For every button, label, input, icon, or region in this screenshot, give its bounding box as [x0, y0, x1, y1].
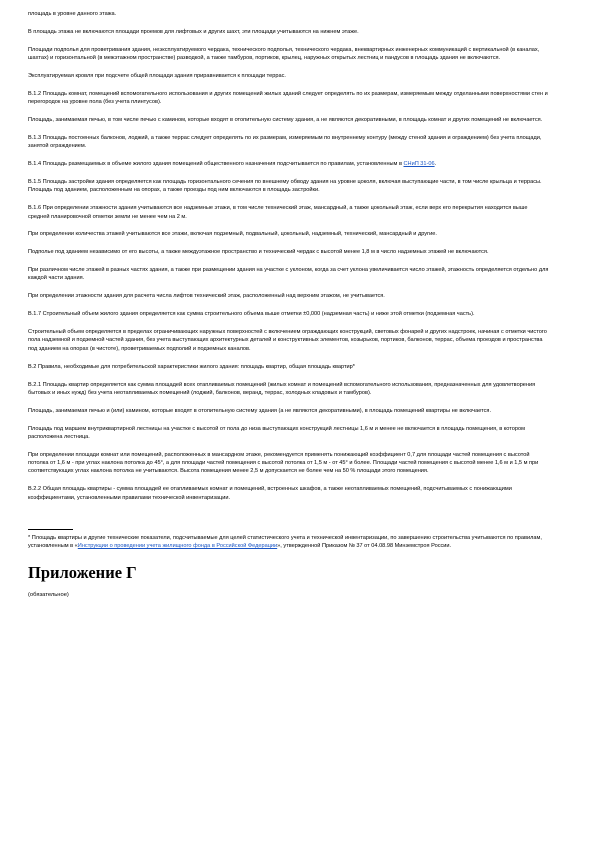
- paragraph-text: В.1.7 Строительный объем жилого здания определяется как сумма строительного объема выше отметки ±0,000 (надземная часть) и ниже этой отметки (подземная часть).: [28, 311, 475, 318]
- footnote-divider: [28, 529, 73, 530]
- paragraph: [28, 381, 549, 398]
- paragraph-text: Площади подполья для проветривания здания, неэксплуатируемого чердака, технического подполья, технического чердака, внеквартирных инженерных коммуникаций с вертикальной (в каналах, шахтах) и горизонтальной (в межэтажном пространстве) разводкой, а также тамбуров, портиков, крылец, наружных открытых лестниц и пандусов в площадь здания не включаются.: [28, 46, 540, 62]
- paragraph-text: Строительный объем определяется в пределах ограничивающих наружных поверхностей с включением ограждающих конструкций, световых фонарей и других надстроек, начиная с отметки чистого пола надземной и подземной частей здания, без учета выступающих архитектурных деталей и конструктивных элементов, козырьков, портиков, балконов, террас, объема проездов и пространства под зданием на опорах (в чистоте), проветриваемых подполий и подземных каналов.: [28, 329, 547, 352]
- paragraph: [28, 28, 549, 36]
- appendix-subtitle: (обязательное): [28, 592, 69, 599]
- paragraph: [28, 90, 549, 107]
- footnote-text-end: », утвержденной Приказом № 37 от 04.08.98 Минземстроя России.: [277, 543, 452, 550]
- paragraph: [28, 292, 549, 300]
- paragraph: [28, 407, 549, 415]
- paragraph-text: В.2.1 Площадь квартир определяется как сумма площадей всех отапливаемых помещений (жилых комнат и помещений вспомогательного использования, предназначенных для удовлетворения бытовых и иных нужд) без учета неотапливаемых помещений (лоджий, балконов, веранд, террас, холодных кладовых и тамбуров).: [28, 381, 536, 396]
- paragraph: [28, 485, 549, 502]
- footnote-link[interactable]: Инструкции о проведении учета жилищного фонда в Российской Федерации: [77, 543, 278, 550]
- paragraph: [28, 230, 549, 238]
- paragraph-text: В.1.5 Площадь застройки здания определяется как площадь горизонтального сечения по внешнему обводу здания на уровне цоколя, включая выступающие части, в том числе крыльца и террасы. Площадь под зданием, расположенным на опорах, а также проезды под ним включаются в площадь застройки.: [28, 179, 542, 194]
- document-body: [28, 10, 549, 502]
- paragraph-text: В.2.2 Общая площадь квартиры - сумма площадей ее отапливаемых комнат и помещений, встроенных шкафов, а также неотапливаемых помещений, подсчитываемых с понижающими коэффициентами, установленными правилами технической инвентаризации.: [28, 486, 512, 501]
- paragraph: [28, 134, 549, 151]
- appendix-title: Приложение Г: [28, 563, 137, 583]
- paragraph-link[interactable]: СНиП 31-06: [403, 161, 435, 168]
- paragraph: [28, 328, 549, 353]
- footnote: [28, 534, 549, 551]
- paragraph: [28, 266, 549, 283]
- paragraph: [28, 425, 549, 442]
- paragraph: [28, 178, 549, 195]
- paragraph: [28, 116, 549, 124]
- paragraph: [28, 204, 549, 221]
- paragraph-text: При определении количества этажей учитываются все этажи, включая подземный, подвальный, цокольный, надземный, технический, мансардный и другие.: [28, 231, 437, 238]
- paragraph-text-end: .: [434, 161, 437, 168]
- paragraph: [28, 451, 549, 476]
- paragraph-text: В.1.2 Площадь комнат, помещений вспомогательного использования и других помещений жилых зданий следует определять по их размерам, измеряемым между отделанными поверхностями стен и перегородок на уровне пола (без учета плинтусов).: [28, 90, 548, 106]
- paragraph-text: В.1.6 При определении этажности здания учитываются все надземные этажи, в том числе технический этаж, мансардный, а также цокольный этаж, если верх его перекрытия находится выше средней планировочной отметки земли не менее чем на 2 м.: [28, 205, 528, 220]
- paragraph: [28, 160, 549, 168]
- paragraph-text: Эксплуатируемая кровля при подсчете общей площади здания приравнивается к площади террас.: [28, 72, 286, 79]
- paragraph: [28, 363, 549, 371]
- paragraph-text: При различном числе этажей в разных частях здания, а также при размещении здания на участке с уклоном, когда за счет уклона увеличивается число этажей, этажность определяется отдельно для каждой части здания.: [28, 267, 549, 282]
- paragraph-text: В.1.3 Площадь постоенных балконов, лоджий, а также террас следует определять по их размерам, измеряемым по внутреннему контуру (между стеной здания и ограждением) без учета площади, занятой ограждением.: [28, 134, 542, 150]
- paragraph-text: В площадь этажа не включаются площади проемов для лифтовых и других шахт, эти площади учитываются на нижнем этаже.: [28, 28, 359, 35]
- paragraph: [28, 248, 549, 256]
- footnote-text-start: * Площадь квартиры и другие технические показатели, подсчитываемые для целей статистического учета и технической инвентаризации, по завершению строительства учитываются по правилам, установленным в «: [28, 534, 542, 550]
- paragraph: [28, 72, 549, 80]
- paragraph-text: площадь в уровне данного этажа.: [28, 11, 117, 17]
- paragraph: [28, 310, 549, 318]
- paragraph: [28, 46, 549, 63]
- paragraph-text: Площадь, занимаемая печью и (или) камином, которые входят в отопительную систему здания (а не являются декоративными), в площадь помещений квартиры не включается.: [28, 407, 491, 414]
- paragraph-text: Площадь, занимаемая печью, в том числе печью с камином, которые входят в отопительную систему здания, а не являются декоративными, в площадь комнат и других помещений не включается.: [28, 117, 543, 124]
- paragraph: [28, 10, 549, 18]
- paragraph-text: Подполье под зданием независимо от его высоты, а также междуэтажное пространство и технический чердак с высотой менее 1,8 м в число надземных этажей не включаются.: [28, 249, 489, 256]
- paragraph-text: В.1.4 Площадь размещаемых в объеме жилого здания помещений общественного назначения подсчитывается по правилам, установленным в: [28, 161, 404, 168]
- paragraph-text: При определении этажности здания для расчета числа лифтов технический этаж, расположенный над верхним этажом, не учитывается.: [28, 293, 385, 300]
- paragraph-text: При определении площади комнат или помещений, расположенных в мансардном этаже, рекомендуется применять понижающий коэффициент 0,7 для площади частей помещения с высотой потолка от 1,6 м - при углах наклона потолка до 45°, а для площади частей помещения с высотой потолка от 1,5 м - от 45° и более. Площади частей помещения с высотой менее 1,6 м и 1,5 м при соответствующих углах наклона потолка не учитываются. Высота помещения менее 2,5 м допускается не более чем на 50 % площади этого помещения.: [28, 451, 539, 475]
- paragraph-text: В.2 Правила, необходимые для потребительской характеристики жилого здания: площадь квартир, общая площадь квартир*: [28, 363, 355, 370]
- paragraph-text: Площадь под маршем внутриквартирной лестницы на участке с высотой от пола до низа выступающих конструкций лестницы 1,6 м и менее не включается в площадь помещения, в котором расположена лестница.: [28, 425, 525, 440]
